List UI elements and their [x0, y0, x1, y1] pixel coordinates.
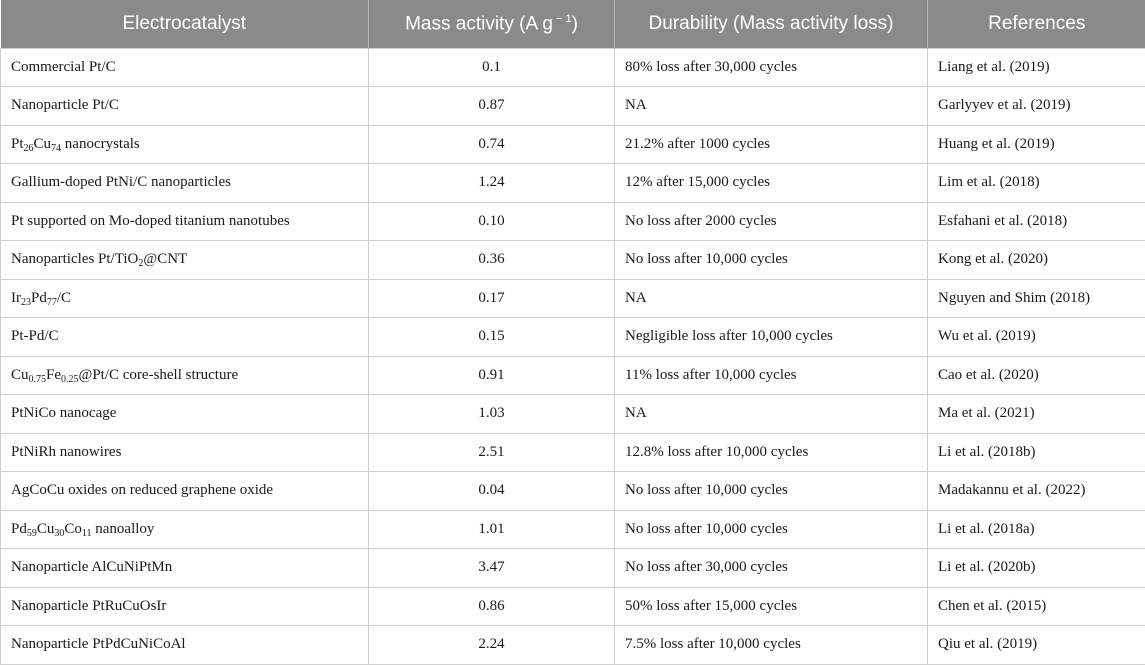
cell-electrocatalyst [1, 318, 369, 357]
header-mass-activity-close: ) [572, 13, 578, 34]
formula-subscript: 74 [51, 143, 61, 154]
cell-mass-activity: 2.24 [369, 626, 615, 665]
cell-mass-activity: 0.1 [369, 48, 615, 87]
cell-mass-activity: 0.91 [369, 356, 615, 395]
formula-text: @Pt/C core-shell structure [79, 367, 239, 383]
cell-mass-activity: 0.10 [369, 202, 615, 241]
cell-mass-activity: 0.36 [369, 241, 615, 280]
cell-durability: 50% loss after 15,000 cycles [615, 587, 928, 626]
table-row [1, 279, 1145, 318]
formula-text: Nanoparticle AlCuNiPtMn [11, 559, 172, 575]
header-row [1, 0, 1145, 48]
cell-electrocatalyst [1, 472, 369, 511]
formula-subscript: 77 [47, 297, 57, 308]
cell-mass-activity: 1.01 [369, 510, 615, 549]
cell-electrocatalyst [1, 164, 369, 203]
cell-durability: 12% after 15,000 cycles [615, 164, 928, 203]
header-electrocatalyst: Electrocatalyst [1, 0, 369, 48]
formula-text: Nanoparticle Pt/C [11, 97, 119, 113]
cell-electrocatalyst [1, 202, 369, 241]
cell-reference: Garlyyev et al. (2019) [928, 87, 1145, 126]
table-row [1, 241, 1145, 280]
table-row [1, 395, 1145, 434]
cell-electrocatalyst [1, 279, 369, 318]
formula-text: Nanoparticles Pt/TiO [11, 251, 138, 267]
cell-electrocatalyst [1, 87, 369, 126]
formula-text: nanocrystals [61, 136, 140, 152]
formula-text: nanoalloy [92, 521, 155, 537]
cell-reference: Lim et al. (2018) [928, 164, 1145, 203]
formula-text: Pd [11, 521, 27, 537]
table-row [1, 510, 1145, 549]
formula-text: PtNiRh nanowires [11, 444, 121, 460]
cell-durability: NA [615, 87, 928, 126]
formula-text: Gallium-doped PtNi/C nanoparticles [11, 174, 231, 190]
cell-electrocatalyst [1, 395, 369, 434]
formula-text: Ir [11, 290, 21, 306]
table-row [1, 626, 1145, 665]
table-row [1, 125, 1145, 164]
cell-reference: Kong et al. (2020) [928, 241, 1145, 280]
cell-durability: 7.5% loss after 10,000 cycles [615, 626, 928, 665]
formula-subscript: 11 [82, 528, 92, 539]
cell-mass-activity: 0.74 [369, 125, 615, 164]
table-row [1, 433, 1145, 472]
cell-electrocatalyst [1, 587, 369, 626]
formula-text: AgCoCu oxides on reduced graphene oxide [11, 482, 273, 498]
formula-text: Pt supported on Mo-doped titanium nanotubes [11, 213, 290, 229]
formula-subscript: 23 [21, 297, 31, 308]
cell-durability: NA [615, 279, 928, 318]
cell-mass-activity: 0.04 [369, 472, 615, 511]
formula-subscript: 0.75 [29, 374, 47, 385]
formula-text: PtNiCo nanocage [11, 405, 116, 421]
formula-text: /C [57, 290, 71, 306]
cell-durability: Negligible loss after 10,000 cycles [615, 318, 928, 357]
table-row [1, 202, 1145, 241]
table-row [1, 164, 1145, 203]
cell-electrocatalyst [1, 433, 369, 472]
table-header [1, 0, 1145, 48]
cell-reference: Li et al. (2020b) [928, 549, 1145, 588]
cell-durability: 21.2% after 1000 cycles [615, 125, 928, 164]
cell-reference: Huang et al. (2019) [928, 125, 1145, 164]
cell-durability: No loss after 2000 cycles [615, 202, 928, 241]
cell-durability: NA [615, 395, 928, 434]
cell-durability: 11% loss after 10,000 cycles [615, 356, 928, 395]
formula-subscript: 26 [24, 143, 34, 154]
cell-electrocatalyst [1, 549, 369, 588]
cell-mass-activity: 0.17 [369, 279, 615, 318]
formula-text: Pd [31, 290, 47, 306]
table-row [1, 356, 1145, 395]
cell-electrocatalyst [1, 125, 369, 164]
cell-durability: 12.8% loss after 10,000 cycles [615, 433, 928, 472]
header-durability: Durability (Mass activity loss) [615, 0, 928, 48]
formula-text: @CNT [143, 251, 187, 267]
formula-text: Nanoparticle PtRuCuOsIr [11, 598, 166, 614]
cell-electrocatalyst [1, 48, 369, 87]
table-row [1, 549, 1145, 588]
formula-subscript: 59 [27, 528, 37, 539]
cell-mass-activity: 3.47 [369, 549, 615, 588]
cell-reference: Liang et al. (2019) [928, 48, 1145, 87]
cell-reference: Wu et al. (2019) [928, 318, 1145, 357]
formula-text: Pt [11, 136, 24, 152]
cell-electrocatalyst [1, 241, 369, 280]
header-mass-activity-exponent: − 1 [553, 13, 572, 25]
formula-subscript: 30 [54, 528, 64, 539]
cell-reference: Nguyen and Shim (2018) [928, 279, 1145, 318]
cell-mass-activity: 2.51 [369, 433, 615, 472]
cell-mass-activity: 1.24 [369, 164, 615, 203]
formula-text: Co [64, 521, 82, 537]
cell-electrocatalyst [1, 356, 369, 395]
formula-subscript: 2 [138, 258, 143, 269]
formula-text: Commercial Pt/C [11, 59, 116, 75]
table-row [1, 587, 1145, 626]
header-mass-activity [369, 0, 615, 48]
table-body [1, 48, 1145, 664]
cell-durability: No loss after 10,000 cycles [615, 472, 928, 511]
table-row [1, 318, 1145, 357]
cell-mass-activity: 0.15 [369, 318, 615, 357]
header-mass-activity-label: Mass activity (A g [405, 13, 553, 34]
cell-reference: Li et al. (2018b) [928, 433, 1145, 472]
formula-text: Pt-Pd/C [11, 328, 59, 344]
formula-text: Cu [34, 136, 52, 152]
table-row [1, 48, 1145, 87]
cell-electrocatalyst [1, 626, 369, 665]
cell-durability: No loss after 30,000 cycles [615, 549, 928, 588]
header-references: References [928, 0, 1145, 48]
cell-durability: No loss after 10,000 cycles [615, 241, 928, 280]
formula-text: Fe [46, 367, 61, 383]
formula-subscript: 0.25 [61, 374, 79, 385]
formula-text: Nanoparticle PtPdCuNiCoAl [11, 636, 186, 652]
cell-reference: Qiu et al. (2019) [928, 626, 1145, 665]
cell-mass-activity: 0.87 [369, 87, 615, 126]
cell-reference: Li et al. (2018a) [928, 510, 1145, 549]
table-row [1, 472, 1145, 511]
formula-text: Cu [37, 521, 55, 537]
cell-reference: Cao et al. (2020) [928, 356, 1145, 395]
cell-durability: No loss after 10,000 cycles [615, 510, 928, 549]
cell-reference: Ma et al. (2021) [928, 395, 1145, 434]
cell-reference: Chen et al. (2015) [928, 587, 1145, 626]
cell-reference: Madakannu et al. (2022) [928, 472, 1145, 511]
formula-text: Cu [11, 367, 29, 383]
table-row [1, 87, 1145, 126]
cell-electrocatalyst [1, 510, 369, 549]
cell-mass-activity: 1.03 [369, 395, 615, 434]
cell-mass-activity: 0.86 [369, 587, 615, 626]
cell-durability: 80% loss after 30,000 cycles [615, 48, 928, 87]
cell-reference: Esfahani et al. (2018) [928, 202, 1145, 241]
